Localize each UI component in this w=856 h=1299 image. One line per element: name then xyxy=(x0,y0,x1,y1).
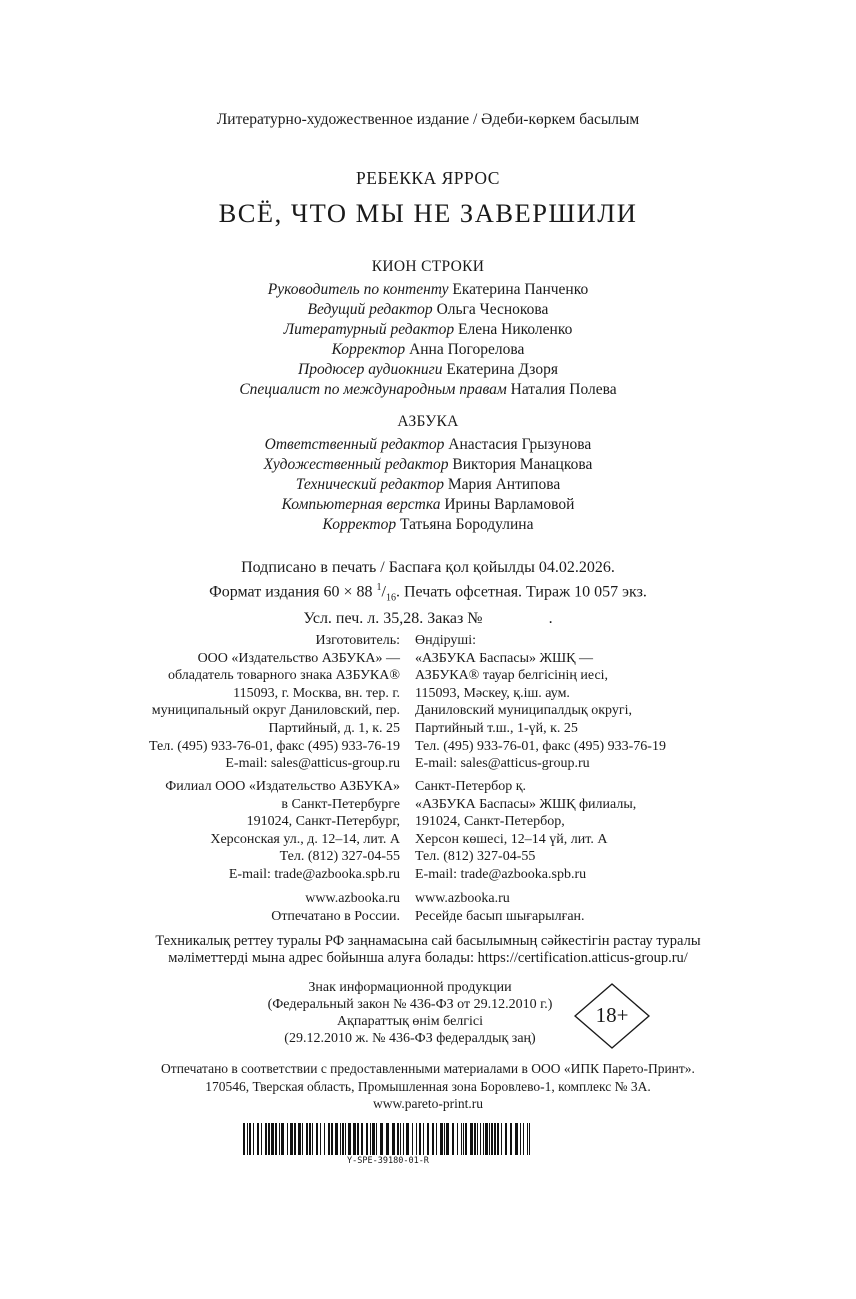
text-line: Ақпараттық өнім белгісі xyxy=(336,1014,484,1029)
manufacturer-ru xyxy=(70,632,400,773)
barcode-icon xyxy=(243,1123,533,1155)
text-line: «АЗБУКА Баспасы» ЖШҚ — xyxy=(415,650,593,666)
credit-role: Руководитель по контенту xyxy=(267,281,449,298)
age-rating: 18+ xyxy=(595,1003,629,1027)
order-line xyxy=(0,609,856,629)
text-line: 115093, г. Москва, вн. тер. г. xyxy=(233,685,400,701)
text-line: E-mail: sales@atticus-group.ru xyxy=(225,756,400,772)
credit-line xyxy=(0,515,856,535)
order-label: Усл. печ. л. 35,28. Заказ № xyxy=(303,609,483,627)
text-line: Филиал ООО «Издательство АЗБУКА» xyxy=(165,779,400,794)
barcode-code: Y-SPE-39180-01-R xyxy=(347,1156,429,1166)
credit-name: Елена Николенко xyxy=(458,321,573,338)
credit-role: Продюсер аудиокниги xyxy=(298,361,443,378)
kion-credits xyxy=(0,280,856,400)
credit-name: Екатерина Панченко xyxy=(452,281,589,298)
text-line: Тел. (495) 933-76-01, факс (495) 933-76-19 xyxy=(415,738,666,754)
web-kz xyxy=(415,890,755,925)
text-line: муниципальный округ Даниловский, пер. xyxy=(151,703,400,719)
website-link[interactable]: www.pareto-print.ru xyxy=(372,1096,484,1111)
text-line: Ресейде басып шығарылған. xyxy=(415,908,585,924)
credit-name: Анастасия Грызунова xyxy=(448,436,592,453)
info-sign-text xyxy=(200,979,620,1047)
credit-role: Корректор xyxy=(331,341,406,358)
credit-line xyxy=(0,340,856,360)
credit-role: Компьютерная верстка xyxy=(281,496,441,513)
text-line: ООО «Издательство АЗБУКА» — xyxy=(197,650,400,666)
printer-info xyxy=(0,1060,856,1113)
credit-role: Технический редактор xyxy=(295,476,445,493)
credit-role: Специалист по международным правам xyxy=(239,381,507,398)
text-line: АЗБУКА® тауар белгісінің иесі, xyxy=(415,668,609,684)
age-rating-badge xyxy=(574,983,650,1049)
text-line: E-mail: trade@azbooka.spb.ru xyxy=(228,866,400,882)
text-line: Херсонская ул., д. 12–14, лит. А xyxy=(210,831,400,847)
credit-name: Ольга Чеснокова xyxy=(436,301,549,318)
certification-note xyxy=(0,933,856,967)
credit-role: Ответственный редактор xyxy=(264,436,445,453)
text-line: Изготовитель: xyxy=(315,633,400,648)
credit-line xyxy=(0,455,856,475)
text-line: (Федеральный закон № 436-ФЗ от 29.12.2010 г.) xyxy=(267,997,553,1012)
credit-name: Наталия Полева xyxy=(510,381,617,398)
text-line: Техникалық реттеу туралы РФ заңнамасына сай басылымның сәйкестігін растау туралы xyxy=(155,933,701,949)
credit-role: Корректор xyxy=(322,516,397,533)
text-line: 191024, Санкт-Петербор, xyxy=(415,814,565,830)
text-line: Знак информационной продукции xyxy=(308,980,512,995)
text-line: Партийный т.ш., 1-үй, к. 25 xyxy=(415,720,578,736)
text-line: Херсон көшесі, 12–14 үй, лит. А xyxy=(415,831,608,847)
book-title: ВСЁ, ЧТО МЫ НЕ ЗАВЕРШИЛИ xyxy=(218,198,638,228)
branch-kz xyxy=(415,778,755,884)
credit-name: Екатерина Дзоря xyxy=(446,361,558,378)
credit-role: Ведущий редактор xyxy=(307,301,433,318)
credit-line xyxy=(0,360,856,380)
credit-line xyxy=(0,280,856,300)
kion-heading: КИОН СТРОКИ xyxy=(371,258,485,275)
website-link[interactable]: www.azbooka.ru xyxy=(305,891,400,906)
text-line: Санкт-Петербор қ. xyxy=(415,779,527,794)
credit-name: Мария Антипова xyxy=(447,476,561,493)
credit-name: Татьяна Бородулина xyxy=(400,516,534,533)
author-name: РЕБЕККА ЯРРОС xyxy=(356,168,500,188)
credit-role: Литературный редактор xyxy=(283,321,455,338)
credit-line xyxy=(0,475,856,495)
azbuka-credits xyxy=(0,435,856,535)
credit-line xyxy=(0,495,856,515)
signed-date: Подписано в печать / Баспаға қол қойылды 04.02.2026. xyxy=(241,559,615,576)
web-ru xyxy=(70,890,400,925)
print-info xyxy=(0,558,856,629)
text-line: E-mail: trade@azbooka.spb.ru xyxy=(415,866,587,882)
text-line: E-mail: sales@atticus-group.ru xyxy=(415,756,590,772)
credit-line xyxy=(0,380,856,400)
credit-name: Анна Погорелова xyxy=(409,341,525,358)
text-line: обладатель товарного знака АЗБУКА® xyxy=(168,668,400,684)
text-line: мәліметтерді мына адрес бойынша алуға болады: https://certification.atticus-group.ru/ xyxy=(168,950,688,966)
text-line: Тел. (812) 327-04-55 xyxy=(279,849,400,865)
text-line: «АЗБУКА Баспасы» ЖШҚ филиалы, xyxy=(415,796,637,812)
text-line: Партийный, д. 1, к. 25 xyxy=(268,720,400,736)
format-suffix: . Печать офсетная. Тираж 10 057 экз. xyxy=(395,583,647,601)
credit-line xyxy=(0,320,856,340)
format-prefix: Формат издания 60 × 88 xyxy=(209,583,377,601)
text-line: Өндіруші: xyxy=(415,633,476,648)
fraction-den: 16 xyxy=(385,592,396,604)
order-end: . xyxy=(548,609,553,627)
text-line: Тел. (812) 327-04-55 xyxy=(415,849,536,865)
text-line: Отпечатано в России. xyxy=(271,908,400,924)
credit-role: Художественный редактор xyxy=(263,456,449,473)
genre-line: Литературно-художественное издание / Әдеби-көркем басылым xyxy=(216,111,640,128)
credit-name: Виктория Манацкова xyxy=(452,456,593,473)
text-line: 191024, Санкт-Петербург, xyxy=(246,814,400,830)
credit-line xyxy=(0,435,856,455)
credit-line xyxy=(0,300,856,320)
text-line: в Санкт-Петербурге xyxy=(281,796,400,812)
text-line: 115093, Мәскеу, қ.іш. аум. xyxy=(415,685,570,701)
branch-ru xyxy=(70,778,400,884)
manufacturer-kz xyxy=(415,632,755,773)
text-line: (29.12.2010 ж. № 436-ФЗ федералдық заң) xyxy=(284,1031,536,1046)
text-line: Отпечатано в соответствии с предоставленными материалами в ООО «ИПК Парето-Принт». xyxy=(161,1061,695,1076)
fraction-num: 1 xyxy=(376,582,382,593)
azbuka-heading: АЗБУКА xyxy=(397,413,459,430)
text-line: 170546, Тверская область, Промышленная зона Боровлево-1, комплекс № 3А. xyxy=(205,1078,651,1094)
format-line: Формат издания 60 × 88 $^1/_{16}$. Печать офсетная. Тираж 10 057 экз. xyxy=(209,582,647,604)
text-line: Тел. (495) 933-76-01, факс (495) 933-76-19 xyxy=(149,738,400,754)
text-line: Даниловский муниципалдық округі, xyxy=(415,703,632,719)
credit-name: Ирины Варламовой xyxy=(444,496,575,513)
website-link[interactable]: www.azbooka.ru xyxy=(415,891,510,906)
